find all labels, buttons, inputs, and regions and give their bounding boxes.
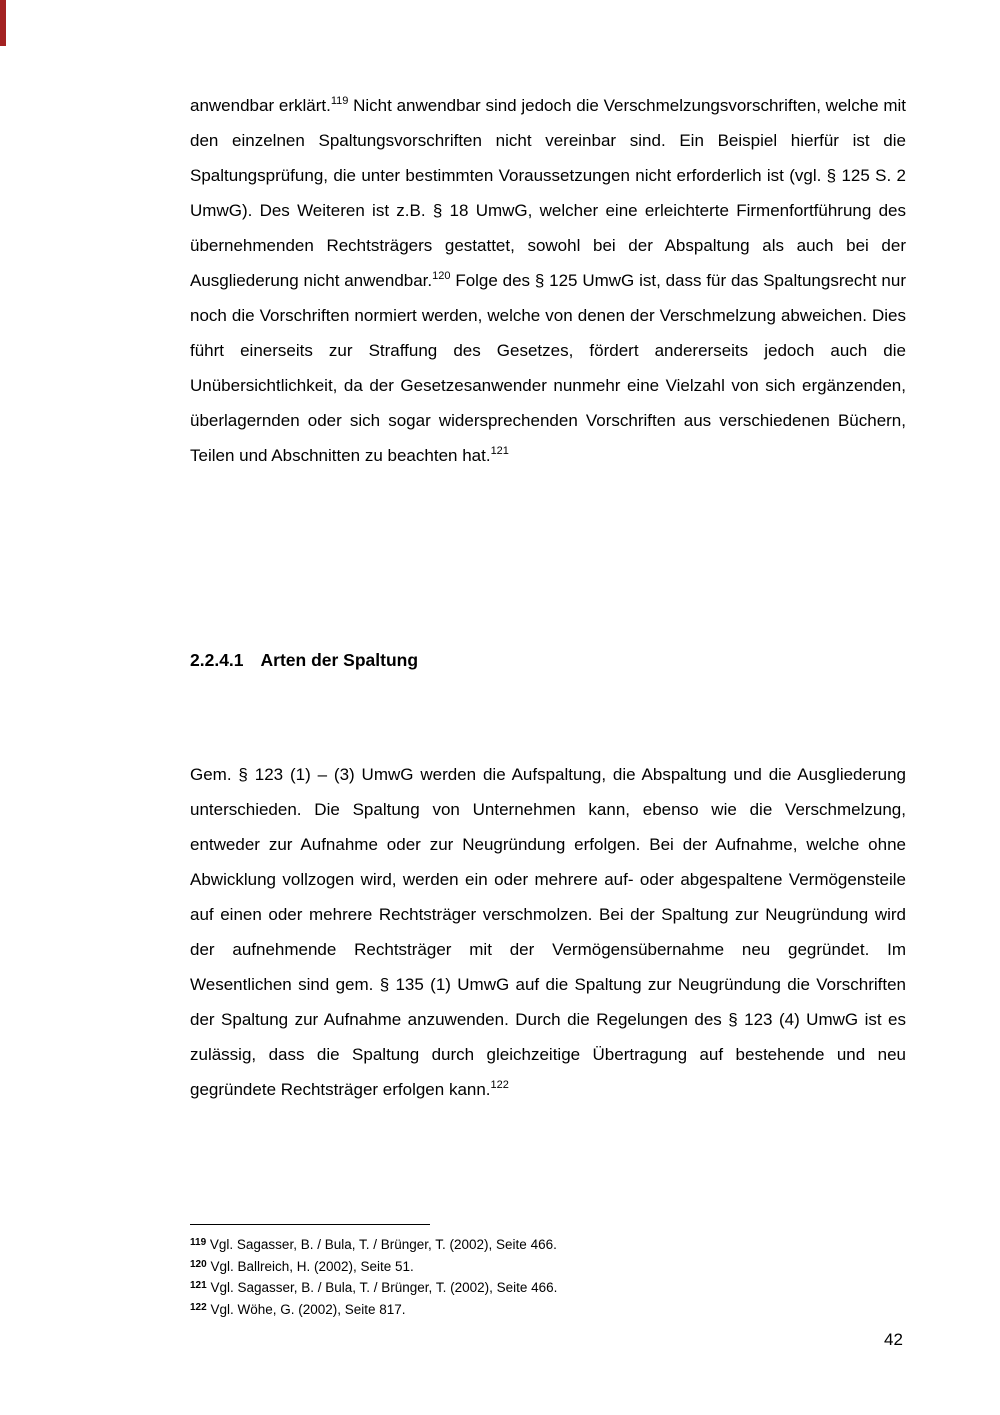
footnote-reference: 121 [490,445,509,457]
page-number: 42 [884,1330,903,1349]
footnote-separator-rule [190,1224,430,1225]
footnote-reference: 122 [490,1079,509,1091]
footnote: $^{120}$ Vgl. Ballreich, H. (2002), Seite 51. [190,1258,414,1274]
section-heading-number: 2.2.4.1 [190,650,244,670]
footnote-block [190,1224,906,1320]
footnote: $^{121}$ Vgl. Sagasser, B. / Bula, T. / Brünger, T. (2002), Seite 466. [190,1280,558,1295]
footnote-reference: 119 [330,95,349,107]
body-paragraph-2: Gem. § 123 (1) – (3) UmwG werden die Aufspaltung, die Abspaltung und die Ausgliederung unterschieden. Die Spaltung von Unternehmen kann, ebenso wie die Verschmelzung, entweder zur Aufnahme oder zur Neugründung erfolgen. Bei der Aufnahme, welche ohne Abwicklung vollzogen wird, werden ein oder mehrere auf- oder abgespaltene Vermögensteile auf einen oder mehrere Rechtsträger verschmolzen. Bei der Spaltung zur Neugründung wird der aufnehmende Rechtsträger mit der Vermögensübernahme neu gegründet. Im Wesentlichen sind gem. § 135 (1) UmwG auf die Spaltung zur Neugründung die Vorschriften der Spaltung zur Aufnahme anzuwenden. Durch die Regelungen des § 123 (4) UmwG ist es zulässig, dass die Spaltung durch gleichzeitige Übertragung auf bestehende und neu gegründete Rechtsträger erfolgen kann.$^{122}$ [190,765,906,1099]
section-heading [190,648,418,672]
footnote-number: 120 [190,1258,207,1270]
body-paragraph-1: anwendbar erklärt.$^{119}$ Nicht anwendbar sind jedoch die Verschmelzungsvorschriften, welche mit den einzelnen Spaltungsvorschriften nicht vereinbar sind. Ein Beispiel hierfür ist die Spaltungsprüfung, die unter bestimmten Voraussetzungen nicht erforderlich ist (vgl. § 125 S. 2 UmwG). Des Weiteren ist z.B. § 18 UmwG, welcher eine erleichterte Firmenfortführung des übernehmenden Rechtsträgers gestattet, sowohl bei der Abspaltung als auch bei der Ausgliederung nicht anwendbar.$^{120}$ Folge des § 125 UmwG ist, dass für das Spaltungsrecht nur noch die Vorschriften normiert werden, welche von denen der Verschmelzung abweichen. Dies führt einerseits zur Straffung des Gesetzes, fördert andererseits jedoch auch die Unübersichtlichkeit, da der Gesetzesanwender nunmehr eine Vielzahl von sich ergänzenden, überlagernden oder sich sogar widersprechenden Vorschriften aus verschiedenen Büchern, Teilen und Abschnitten zu beachten hat.$^{121}$ [190,95,906,465]
section-heading-title: Arten der Spaltung [260,650,419,670]
footnote-reference: 120 [432,270,451,282]
footnote-number: 122 [190,1301,207,1313]
scan-edge-artifact [0,0,6,46]
footnote: $^{119}$ Vgl. Sagasser, B. / Bula, T. / Brünger, T. (2002), Seite 466. [190,1237,557,1252]
footnote-number: 119 [190,1237,207,1248]
footnote-number: 121 [190,1280,207,1291]
footnote-list [190,1234,906,1320]
footnote: $^{122}$ Vgl. Wöhe, G. (2002), Seite 817. [190,1301,406,1317]
